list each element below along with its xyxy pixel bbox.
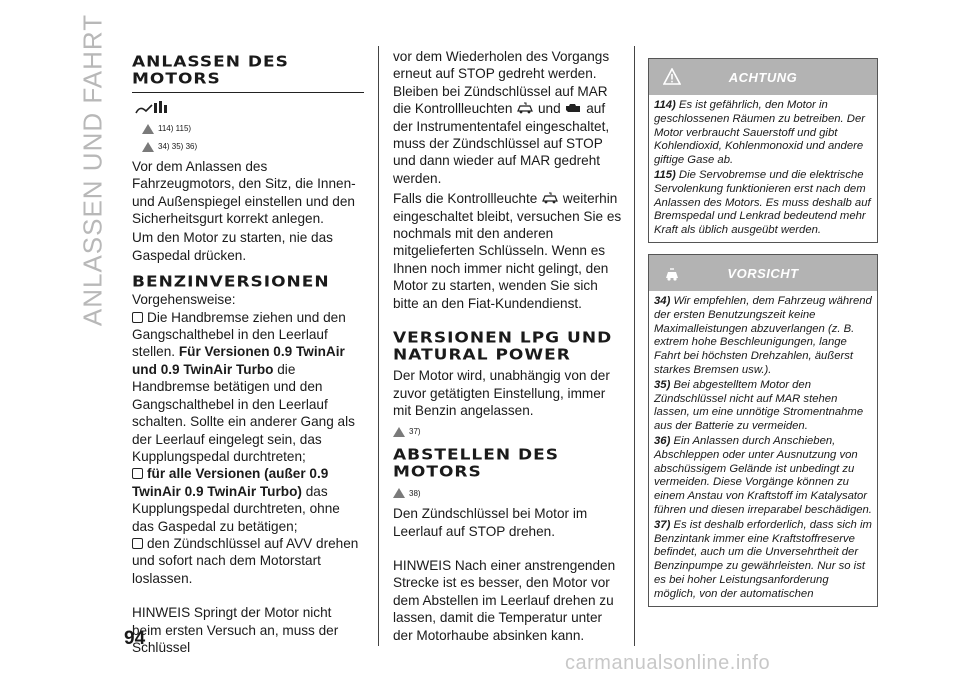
caution-car-icon <box>393 488 405 498</box>
section-heading-anlassen <box>132 54 364 93</box>
note-item: 37) Es ist deshalb erforderlich, dass sich im Benzintank immer eine Kraftstoffreserve befindet, auch um die Unversehrtheit der Benzinpumpe zu gewährleisten. Nur so ist es bei hoher Leistungsanforderung möglich, von der automatischen <box>654 518 872 600</box>
vorsicht-title: VORSICHT <box>727 265 799 281</box>
paragraph-gaspedal: Um den Motor zu starten, nie das Gaspedal drücken. <box>132 230 333 263</box>
warning-triangle-icon <box>663 68 681 86</box>
column-2 <box>393 48 625 644</box>
caution-ref-38: 38) <box>393 485 625 502</box>
note-item: 34) Wir empfehlen, dem Fahrzeug während der ersten Benutzungszeit keine Maximalleistungen abzuverlangen (z. B. extrem hohe Beschleunigungen, lange Fahrt bei höchsten Drehzahlen, äußerst starkes Bremsen usw.). <box>654 295 872 376</box>
engine-check-icon <box>564 102 582 114</box>
heading-lpg-line-2: NATURAL POWER <box>393 346 571 365</box>
paragraph-intro: Vor dem Anlassen des Fahrzeugmotors, den Sitz, die Innen- und Außenspiegel einstellen und den Sicherheitsgurt korrekt anlegen. <box>132 158 356 227</box>
vorsicht-body <box>649 291 877 606</box>
vorsicht-box <box>648 254 878 607</box>
bullet-square-icon <box>132 468 143 479</box>
achtung-header <box>649 59 877 95</box>
warning-triangle-icon <box>142 124 154 134</box>
bullet-square-icon <box>132 312 143 323</box>
bullet-item: Die Handbremse ziehen und den Gangschalthebel in den Leerlauf stellen. Für Versionen 0.9 TwinAir und 0.9 TwinAir Turbo die Handbremse betätigen und den Gangschalthebel in den Leerlauf schalten. Sollte ein anderer Gang als der Leerlauf eingelegt sein, das Kupplungspedal durchtreten; <box>132 309 355 464</box>
achtung-body <box>649 95 877 242</box>
chapter-title: ANLASSEN UND FAHRT <box>77 13 108 327</box>
paragraph-kontrollleuchten: Bleiben bei Zündschlüssel auf MAR die Kontrollleuchten und auf der Instrumententafel eingeschaltet, muss der Zündschlüssel auf STOP und dann wieder auf MAR gedreht werden. <box>393 83 610 186</box>
heading-benzinversionen: BENZINVERSIONEN <box>132 273 330 292</box>
bullet-item: für alle Versionen (außer 0.9 TwinAir 0.9 TwinAir Turbo) das Kupplungspedal durchtreten, ohne das Gaspedal zu betätigen; <box>132 466 340 534</box>
achtung-title: ACHTUNG <box>728 69 798 85</box>
heading-lpg-line-1: VERSIONEN LPG UND <box>393 329 613 348</box>
note-item: 114) Es ist gefährlich, den Motor in geschlossenen Räumen zu betreiben. Der Motor verbraucht Sauerstoff und gibt Kohlendioxid, Kohlenmonoxid und andere giftige Gase ab. <box>654 99 866 167</box>
note-item: 35) Bei abgestelltem Motor den Zündschlüssel nicht auf MAR stehen lassen, um eine unnötige Stromentnahme aus der Batterie zu vermeiden. <box>654 378 864 433</box>
column-divider-2 <box>634 46 635 646</box>
column-1 <box>132 54 364 656</box>
paragraph-abstellen: Den Zündschlüssel bei Motor im Leerlauf auf STOP drehen. <box>393 506 588 539</box>
heading-abstellen-line-2: MOTORS <box>393 462 482 481</box>
watermark-text: carmanualsonline.info <box>565 652 771 674</box>
note-item: 36) Ein Anlassen durch Anschieben, Abschleppen oder unter Ausnutzung von abschüssigem Gelände ist unbedingt zu vermeiden. Diese Vorgänge können zu einem Anstau von Kraftstoff im Katalysator führen und diesen irreparabel beschädigen. <box>654 434 872 516</box>
paragraph-vorgehensweise: Vorgehensweise: <box>132 292 236 308</box>
note-item: 115) Die Servobremse und die elektrische Servolenkung funktionieren erst nach dem Anlassen des Motors. Es muss deshalb auf Bremspedal und Lenkrad bedeutend mehr Kraft als üblich ausgeübt werden. <box>654 168 871 237</box>
paragraph-falls: Falls die Kontrollleuchte weiterhin eingeschaltet bleibt, versuchen Sie es nochmals mit den anderen mitgelieferten Schlüsseln. Wenn es Ihnen noch immer nicht gelingt, den Motor zu starten, wenden Sie sich bitte an den Fiat-Kundendienst. <box>393 191 622 311</box>
caution-refs-1: 34) 35) 36) <box>142 138 364 155</box>
vorsicht-header <box>649 255 877 291</box>
immobilizer-car-key-icon <box>541 192 559 204</box>
caution-car-icon <box>142 142 154 152</box>
column-divider-1 <box>378 46 379 646</box>
key-icon <box>132 99 364 119</box>
caution-car-icon <box>663 264 681 282</box>
heading-line-1: ANLASSEN DES <box>132 53 289 72</box>
paragraph-lpg: Der Motor wird, unabhängig von der zuvor getätigten Einstellung, immer mit Benzin angelassen. <box>393 368 610 418</box>
paragraph-hinweis: HINWEIS Springt der Motor nicht beim ersten Versuch an, muss der Schlüssel <box>132 605 339 655</box>
warning-refs-1: 114) 115) <box>142 120 364 137</box>
heading-abstellen-line-1: ABSTELLEN DES <box>393 445 559 464</box>
bullet-item: den Zündschlüssel auf AVV drehen und sofort nach dem Motorstart loslassen. <box>132 535 359 586</box>
heading-line-2: MOTORS <box>132 70 221 89</box>
caution-car-icon <box>393 427 405 437</box>
bullet-square-icon <box>132 538 143 549</box>
chapter-side-tab <box>77 13 108 327</box>
page-number: 94 <box>124 628 146 649</box>
caution-ref-37: 37) <box>393 423 625 440</box>
paragraph-continued: vor dem Wiederholen des Vorgangs erneut auf STOP gedreht werden. <box>393 49 610 82</box>
immobilizer-car-key-icon <box>516 102 534 114</box>
paragraph-hinweis-2: HINWEIS Nach einer anstrengenden Strecke ist es besser, den Motor vor dem Abstellen im Leerlauf drehen zu lassen, damit die Temperatur unter der Motorhaube absinken kann. <box>393 557 616 643</box>
achtung-box <box>648 58 878 243</box>
